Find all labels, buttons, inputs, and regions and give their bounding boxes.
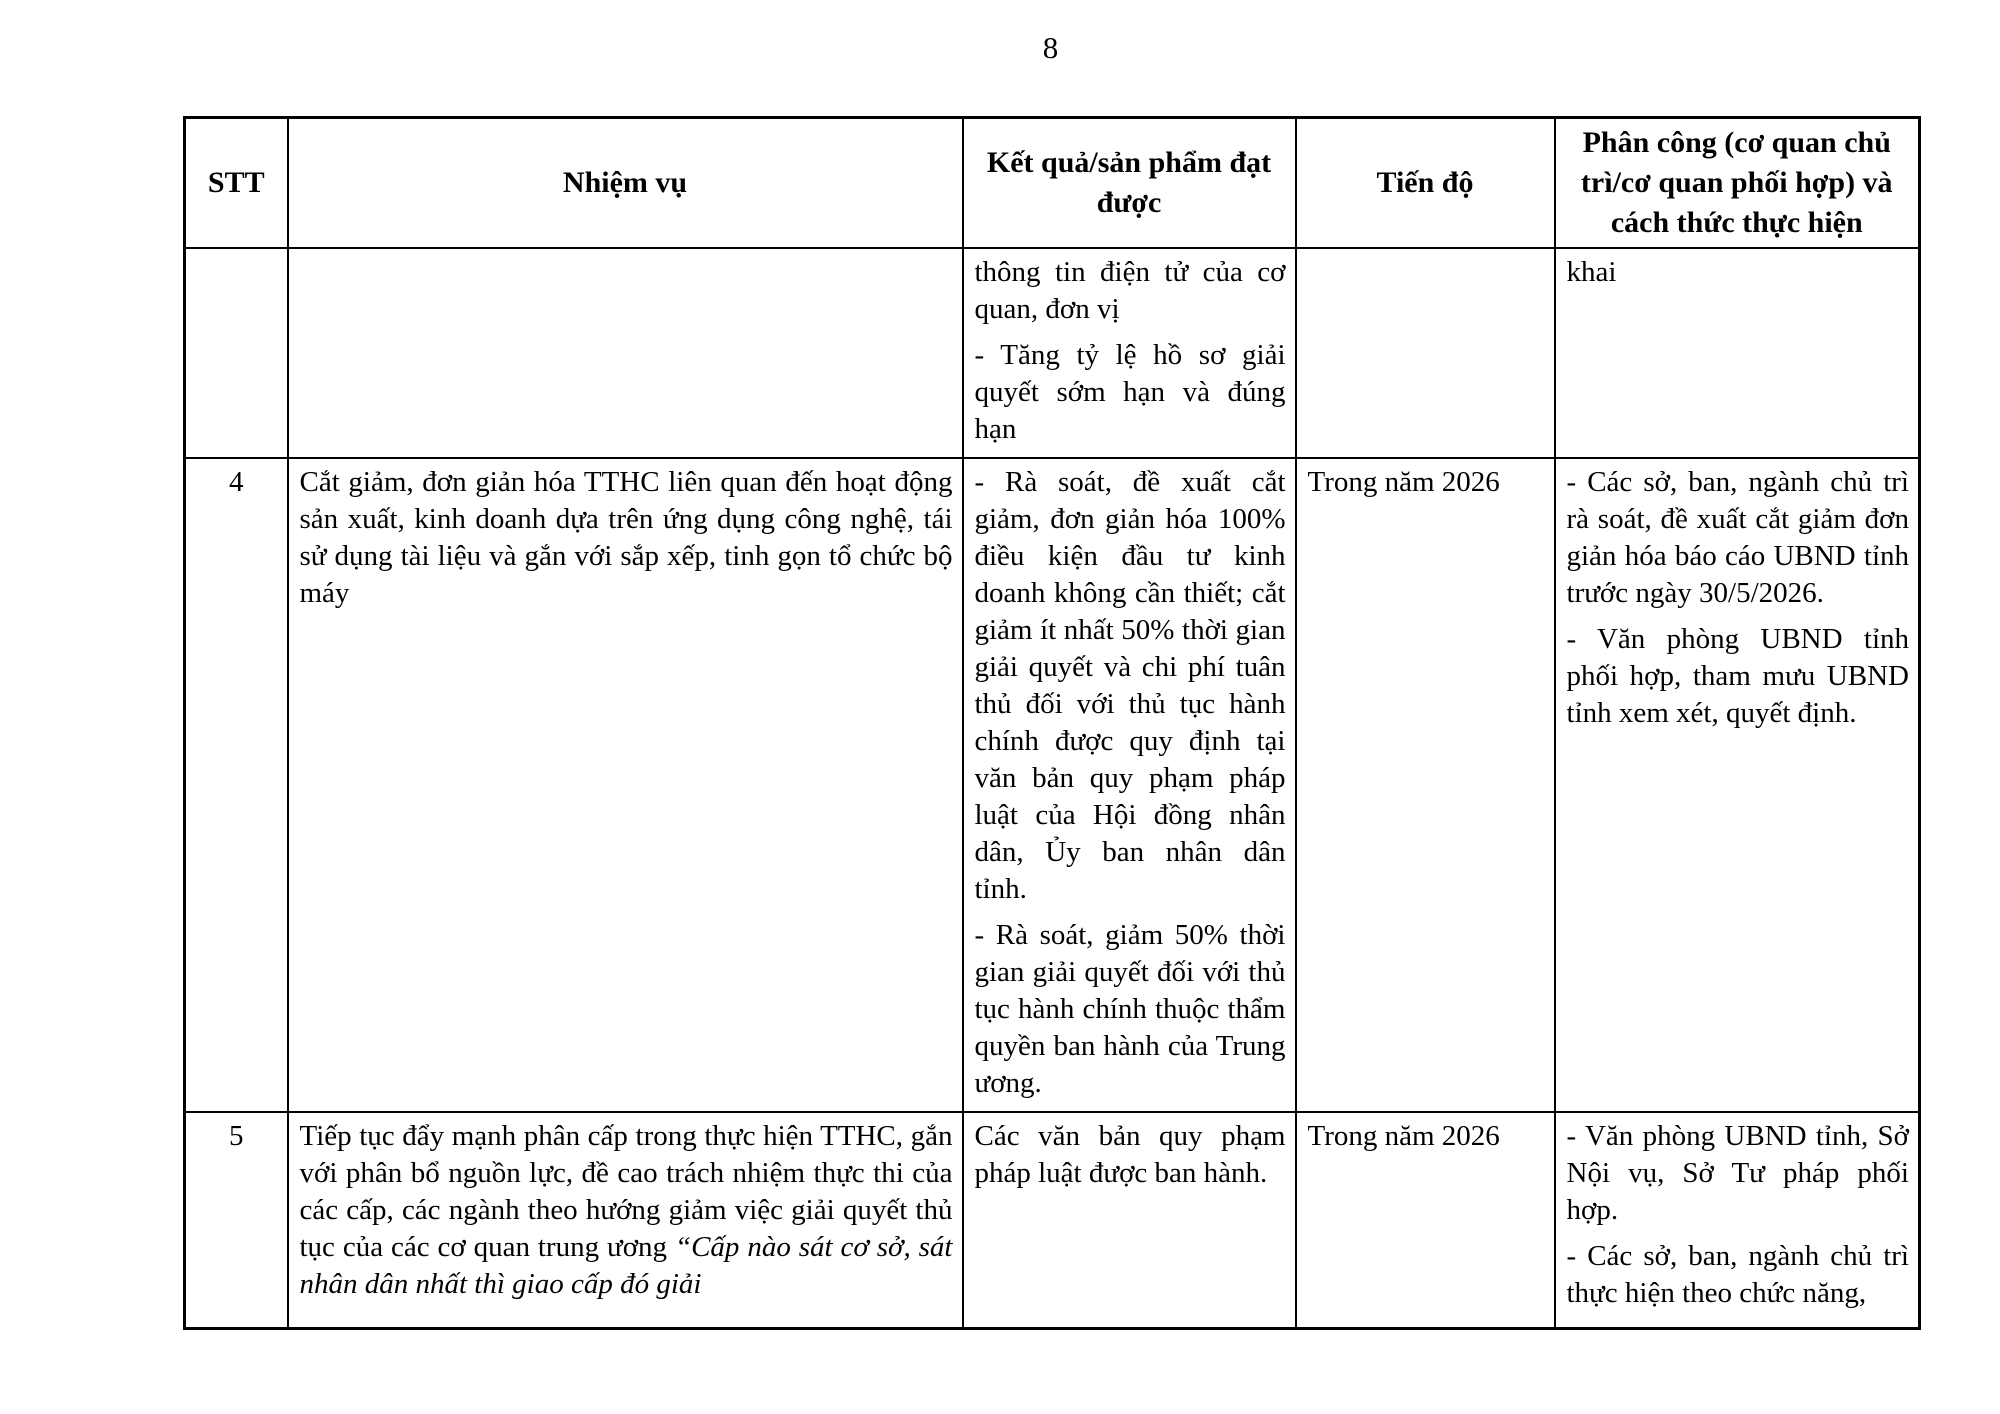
table-row-continuation <box>185 248 1920 458</box>
cell-tien-do <box>1296 458 1555 1112</box>
cell-phan-cong <box>1555 248 1920 458</box>
paragraph: - Rà soát, đề xuất cắt giảm, đơn giản hóa 100% điều kiện đầu tư kinh doanh không cần thiết; cắt giảm ít nhất 50% thời gian giải quyết và chi phí tuân thủ đối với thủ tục hành chính được quy định tại văn bản quy phạm pháp luật của Hội đồng nhân dân, Ủy ban nhân dân tỉnh. <box>974 466 1286 905</box>
paragraph: thông tin điện tử của cơ quan, đơn vị <box>974 256 1286 325</box>
nhiem-vu-quote-italic: “Cấp nào sát cơ sở, sát nhân dân nhất thì giao cấp đó giải <box>299 1231 953 1300</box>
paragraph: - Rà soát, giảm 50% thời gian giải quyết đối với thủ tục hành chính thuộc thẩm quyền ban hành của Trung ương. <box>974 919 1286 1099</box>
cell-nhiem-vu <box>288 1112 963 1328</box>
cell-stt <box>185 248 288 458</box>
paragraph: Trong năm 2026 <box>1307 1120 1500 1152</box>
column-header-ket-qua: Kết quả/sản phẩm đạt được <box>963 118 1296 249</box>
cell-phan-cong <box>1555 458 1920 1112</box>
cell-stt: 4 <box>185 458 288 1112</box>
task-assignment-table <box>183 116 1921 1330</box>
table-row-5 <box>185 1112 1920 1328</box>
paragraph: - Văn phòng UBND tỉnh, Sở Nội vụ, Sở Tư pháp phối hợp. <box>1566 1120 1909 1226</box>
cell-ket-qua <box>963 248 1296 458</box>
paragraph: Cắt giảm, đơn giản hóa TTHC liên quan đến hoạt động sản xuất, kinh doanh dựa trên ứng dụng công nghệ, tái sử dụng tài liệu và gắn với sắp xếp, tinh gọn tổ chức bộ máy <box>299 466 953 609</box>
paragraph: - Các sở, ban, ngành chủ trì thực hiện theo chức năng, <box>1566 1240 1909 1309</box>
table-header-row <box>185 118 1920 249</box>
cell-tien-do <box>1296 248 1555 458</box>
paragraph: Các văn bản quy phạm pháp luật được ban hành. <box>974 1120 1286 1189</box>
paragraph: khai <box>1566 256 1617 288</box>
paragraph <box>300 1118 953 1303</box>
cell-stt: 5 <box>185 1112 288 1328</box>
cell-ket-qua <box>963 1112 1296 1328</box>
paragraph: - Các sở, ban, ngành chủ trì rà soát, đề xuất cắt giảm đơn giản hóa báo cáo UBND tỉnh trước ngày 30/5/2026. <box>1566 466 1909 609</box>
column-header-stt: STT <box>185 118 288 249</box>
column-header-phan-cong: Phân công (cơ quan chủ trì/cơ quan phối hợp) và cách thức thực hiện <box>1555 118 1920 249</box>
column-header-tien-do: Tiến độ <box>1296 118 1555 249</box>
table-row-4 <box>185 458 1920 1112</box>
cell-nhiem-vu <box>288 248 963 458</box>
paragraph: - Văn phòng UBND tỉnh phối hợp, tham mưu UBND tỉnh xem xét, quyết định. <box>1566 623 1909 729</box>
paragraph: Trong năm 2026 <box>1307 466 1500 498</box>
cell-nhiem-vu <box>288 458 963 1112</box>
paragraph: - Tăng tỷ lệ hồ sơ giải quyết sớm hạn và đúng hạn <box>974 339 1286 445</box>
cell-phan-cong <box>1555 1112 1920 1328</box>
cell-ket-qua <box>963 458 1296 1112</box>
cell-tien-do <box>1296 1112 1555 1328</box>
nhiem-vu-text: Tiếp tục đẩy mạnh phân cấp trong thực hiện TTHC, gắn với phân bổ nguồn lực, đề cao trách nhiệm thực thi của các cấp, các ngành theo hướng giảm việc giải quyết thủ tục của các cơ quan trung ương <box>299 1120 953 1263</box>
column-header-nhiem-vu: Nhiệm vụ <box>288 118 963 249</box>
page-number: 8 <box>1042 30 1059 65</box>
